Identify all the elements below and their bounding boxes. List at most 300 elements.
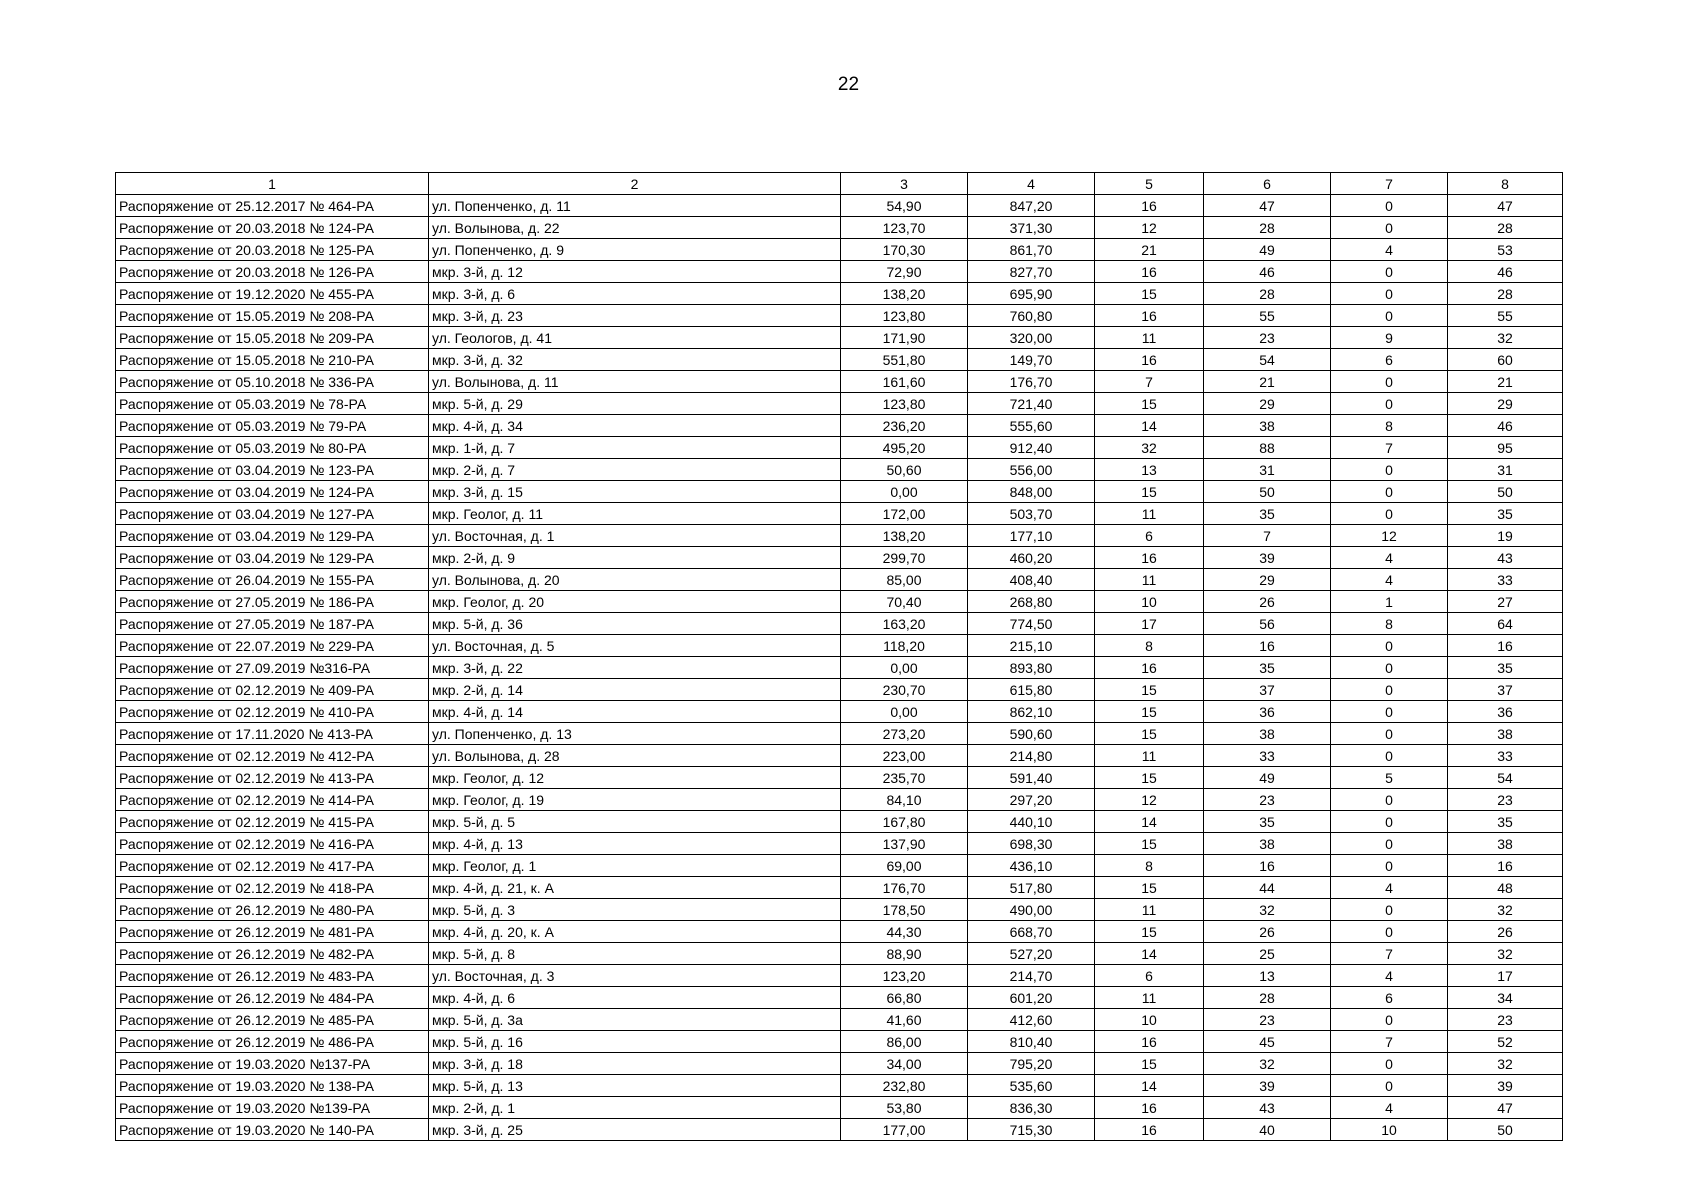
table-cell: 32 bbox=[1204, 899, 1331, 921]
table-cell: 15 bbox=[1095, 921, 1204, 943]
table-cell: Распоряжение от 02.12.2019 № 416-РА bbox=[116, 833, 429, 855]
table-cell: 177,10 bbox=[968, 525, 1095, 547]
table-cell: 0,00 bbox=[841, 481, 968, 503]
column-header: 3 bbox=[841, 173, 968, 195]
table-cell: 0 bbox=[1331, 635, 1448, 657]
table-cell: ул. Попенченко, д. 13 bbox=[429, 723, 841, 745]
table-cell: 38 bbox=[1204, 415, 1331, 437]
table-cell: Распоряжение от 02.12.2019 № 412-РА bbox=[116, 745, 429, 767]
table-cell: 64 bbox=[1448, 613, 1563, 635]
table-cell: Распоряжение от 20.03.2018 № 126-РА bbox=[116, 261, 429, 283]
table-cell: 11 bbox=[1095, 327, 1204, 349]
table-cell: 14 bbox=[1095, 943, 1204, 965]
table-cell: 167,80 bbox=[841, 811, 968, 833]
table-cell: мкр. Геолог, д. 12 bbox=[429, 767, 841, 789]
table-cell: ул. Волынова, д. 20 bbox=[429, 569, 841, 591]
table-cell: 32 bbox=[1204, 1053, 1331, 1075]
table-row bbox=[116, 635, 1563, 657]
table-cell: 0 bbox=[1331, 305, 1448, 327]
table-row bbox=[116, 547, 1563, 569]
table-cell: 32 bbox=[1448, 327, 1563, 349]
table-cell: 7 bbox=[1331, 943, 1448, 965]
table-cell: 39 bbox=[1204, 1075, 1331, 1097]
table-cell: 34 bbox=[1448, 987, 1563, 1009]
table-cell: 12 bbox=[1095, 789, 1204, 811]
table-cell: 33 bbox=[1448, 569, 1563, 591]
table-cell: ул. Попенченко, д. 9 bbox=[429, 239, 841, 261]
table-cell: 11 bbox=[1095, 745, 1204, 767]
table-cell: 31 bbox=[1448, 459, 1563, 481]
table-cell: 695,90 bbox=[968, 283, 1095, 305]
table-cell: Распоряжение от 27.05.2019 № 187-РА bbox=[116, 613, 429, 635]
table-cell: 517,80 bbox=[968, 877, 1095, 899]
table-cell: 31 bbox=[1204, 459, 1331, 481]
table-cell: ул. Волынова, д. 28 bbox=[429, 745, 841, 767]
table-cell: 15 bbox=[1095, 701, 1204, 723]
table-cell: мкр. 3-й, д. 25 bbox=[429, 1119, 841, 1141]
table-row bbox=[116, 437, 1563, 459]
table-cell: 14 bbox=[1095, 415, 1204, 437]
table-cell: 35 bbox=[1204, 503, 1331, 525]
table-row bbox=[116, 943, 1563, 965]
table-cell: 55 bbox=[1448, 305, 1563, 327]
table-cell: мкр. Геолог, д. 1 bbox=[429, 855, 841, 877]
table-cell: Распоряжение от 05.03.2019 № 80-РА bbox=[116, 437, 429, 459]
table-cell: 0 bbox=[1331, 481, 1448, 503]
table-cell: 440,10 bbox=[968, 811, 1095, 833]
table-cell: мкр. 4-й, д. 21, к. А bbox=[429, 877, 841, 899]
table-cell: мкр. Геолог, д. 19 bbox=[429, 789, 841, 811]
table-cell: 55 bbox=[1204, 305, 1331, 327]
table-cell: 5 bbox=[1331, 767, 1448, 789]
table-cell: мкр. 4-й, д. 6 bbox=[429, 987, 841, 1009]
table-cell: 19 bbox=[1448, 525, 1563, 547]
table-cell: 615,80 bbox=[968, 679, 1095, 701]
table-row bbox=[116, 965, 1563, 987]
table-cell: 16 bbox=[1095, 195, 1204, 217]
table-row bbox=[116, 1031, 1563, 1053]
table-cell: 45 bbox=[1204, 1031, 1331, 1053]
table-header bbox=[116, 173, 1563, 195]
table-row bbox=[116, 525, 1563, 547]
table-cell: 16 bbox=[1095, 657, 1204, 679]
table-cell: 862,10 bbox=[968, 701, 1095, 723]
table-cell: Распоряжение от 02.12.2019 № 418-РА bbox=[116, 877, 429, 899]
table-cell: 15 bbox=[1095, 1053, 1204, 1075]
table-cell: 774,50 bbox=[968, 613, 1095, 635]
table-cell: мкр. 3-й, д. 6 bbox=[429, 283, 841, 305]
table-cell: 49 bbox=[1204, 767, 1331, 789]
column-header: 2 bbox=[429, 173, 841, 195]
table-cell: 13 bbox=[1204, 965, 1331, 987]
table-cell: 4 bbox=[1331, 965, 1448, 987]
table-cell: Распоряжение от 27.09.2019 №316-РА bbox=[116, 657, 429, 679]
table-cell: 50 bbox=[1448, 481, 1563, 503]
table-cell: 6 bbox=[1331, 349, 1448, 371]
table-cell: 460,20 bbox=[968, 547, 1095, 569]
table-cell: 88,90 bbox=[841, 943, 968, 965]
table-cell: Распоряжение от 26.12.2019 № 480-РА bbox=[116, 899, 429, 921]
table-cell: 177,00 bbox=[841, 1119, 968, 1141]
table-cell: Распоряжение от 02.12.2019 № 409-РА bbox=[116, 679, 429, 701]
table-cell: 36 bbox=[1448, 701, 1563, 723]
table-cell: 15 bbox=[1095, 283, 1204, 305]
table-cell: 41,60 bbox=[841, 1009, 968, 1031]
table-row bbox=[116, 921, 1563, 943]
table-cell: мкр. Геолог, д. 20 bbox=[429, 591, 841, 613]
table-cell: 35 bbox=[1448, 657, 1563, 679]
table-cell: 848,00 bbox=[968, 481, 1095, 503]
table-cell: 215,10 bbox=[968, 635, 1095, 657]
table-cell: Распоряжение от 20.03.2018 № 125-РА bbox=[116, 239, 429, 261]
table-cell: 15 bbox=[1095, 767, 1204, 789]
table-cell: 795,20 bbox=[968, 1053, 1095, 1075]
table-cell: 72,90 bbox=[841, 261, 968, 283]
table-cell: 721,40 bbox=[968, 393, 1095, 415]
table-cell: 27 bbox=[1448, 591, 1563, 613]
table-cell: 29 bbox=[1204, 569, 1331, 591]
table-cell: мкр. 5-й, д. 8 bbox=[429, 943, 841, 965]
table-cell: 46 bbox=[1448, 261, 1563, 283]
table-cell: 6 bbox=[1095, 525, 1204, 547]
table-cell: 47 bbox=[1448, 1097, 1563, 1119]
table-cell: 535,60 bbox=[968, 1075, 1095, 1097]
table-cell: 50 bbox=[1204, 481, 1331, 503]
table-cell: 0 bbox=[1331, 899, 1448, 921]
table-cell: 16 bbox=[1095, 305, 1204, 327]
table-cell: 37 bbox=[1204, 679, 1331, 701]
table-cell: 38 bbox=[1448, 723, 1563, 745]
table-row bbox=[116, 657, 1563, 679]
table-row bbox=[116, 591, 1563, 613]
table-cell: 176,70 bbox=[968, 371, 1095, 393]
table-cell: 138,20 bbox=[841, 283, 968, 305]
table-cell: 26 bbox=[1204, 591, 1331, 613]
table-cell: 0 bbox=[1331, 723, 1448, 745]
table-cell: Распоряжение от 05.03.2019 № 78-РА bbox=[116, 393, 429, 415]
table-row bbox=[116, 613, 1563, 635]
table-row bbox=[116, 393, 1563, 415]
table-cell: 123,80 bbox=[841, 393, 968, 415]
table-cell: 118,20 bbox=[841, 635, 968, 657]
table-cell: 36 bbox=[1204, 701, 1331, 723]
table-cell: мкр. Геолог, д. 11 bbox=[429, 503, 841, 525]
table-cell: 47 bbox=[1448, 195, 1563, 217]
table-row bbox=[116, 283, 1563, 305]
table-cell: 551,80 bbox=[841, 349, 968, 371]
table-cell: 53,80 bbox=[841, 1097, 968, 1119]
table-cell: 236,20 bbox=[841, 415, 968, 437]
table-row bbox=[116, 327, 1563, 349]
table-cell: 17 bbox=[1448, 965, 1563, 987]
table-cell: 0 bbox=[1331, 657, 1448, 679]
table-cell: мкр. 2-й, д. 1 bbox=[429, 1097, 841, 1119]
table-cell: 555,60 bbox=[968, 415, 1095, 437]
table-cell: 7 bbox=[1095, 371, 1204, 393]
table-cell: Распоряжение от 19.03.2020 № 138-РА bbox=[116, 1075, 429, 1097]
table-cell: 86,00 bbox=[841, 1031, 968, 1053]
table-cell: 495,20 bbox=[841, 437, 968, 459]
table-cell: Распоряжение от 15.05.2018 № 209-РА bbox=[116, 327, 429, 349]
table-cell: 16 bbox=[1095, 1119, 1204, 1141]
table-cell: 268,80 bbox=[968, 591, 1095, 613]
table-cell: 847,20 bbox=[968, 195, 1095, 217]
table-row bbox=[116, 1009, 1563, 1031]
table-cell: 172,00 bbox=[841, 503, 968, 525]
table-cell: Распоряжение от 26.12.2019 № 484-РА bbox=[116, 987, 429, 1009]
table-row bbox=[116, 701, 1563, 723]
column-header: 5 bbox=[1095, 173, 1204, 195]
table-cell: 26 bbox=[1204, 921, 1331, 943]
table-cell: 0 bbox=[1331, 833, 1448, 855]
table-cell: 4 bbox=[1331, 569, 1448, 591]
table-cell: 43 bbox=[1204, 1097, 1331, 1119]
table-row bbox=[116, 1097, 1563, 1119]
table-cell: мкр. 5-й, д. 3 bbox=[429, 899, 841, 921]
table-cell: Распоряжение от 03.04.2019 № 124-РА bbox=[116, 481, 429, 503]
table-cell: 893,80 bbox=[968, 657, 1095, 679]
table-cell: мкр. 3-й, д. 18 bbox=[429, 1053, 841, 1075]
table-row bbox=[116, 239, 1563, 261]
table-cell: 15 bbox=[1095, 723, 1204, 745]
table-cell: 15 bbox=[1095, 877, 1204, 899]
table-cell: 32 bbox=[1448, 899, 1563, 921]
table-cell: мкр. 5-й, д. 29 bbox=[429, 393, 841, 415]
table-cell: 46 bbox=[1204, 261, 1331, 283]
table-cell: 214,70 bbox=[968, 965, 1095, 987]
table-cell: 10 bbox=[1331, 1119, 1448, 1141]
table-cell: 490,00 bbox=[968, 899, 1095, 921]
table-cell: 161,60 bbox=[841, 371, 968, 393]
table-cell: 52 bbox=[1448, 1031, 1563, 1053]
table-cell: 35 bbox=[1448, 503, 1563, 525]
table-cell: 16 bbox=[1448, 855, 1563, 877]
table-cell: 4 bbox=[1331, 547, 1448, 569]
table-cell: мкр. 4-й, д. 20, к. А bbox=[429, 921, 841, 943]
table-cell: 0 bbox=[1331, 283, 1448, 305]
table-cell: 0 bbox=[1331, 371, 1448, 393]
table-cell: 66,80 bbox=[841, 987, 968, 1009]
table-cell: 34,00 bbox=[841, 1053, 968, 1075]
table-body bbox=[116, 195, 1563, 1141]
table-cell: 601,20 bbox=[968, 987, 1095, 1009]
table-cell: 137,90 bbox=[841, 833, 968, 855]
table-cell: 163,20 bbox=[841, 613, 968, 635]
table-cell: 54 bbox=[1448, 767, 1563, 789]
table-cell: 60 bbox=[1448, 349, 1563, 371]
page-number: 22 bbox=[837, 74, 860, 95]
table-cell: 28 bbox=[1204, 217, 1331, 239]
table-cell: 176,70 bbox=[841, 877, 968, 899]
table-cell: 38 bbox=[1204, 723, 1331, 745]
table-cell: 836,30 bbox=[968, 1097, 1095, 1119]
table-cell: 16 bbox=[1095, 349, 1204, 371]
table-cell: 69,00 bbox=[841, 855, 968, 877]
table-cell: мкр. 3-й, д. 15 bbox=[429, 481, 841, 503]
table-cell: мкр. 3-й, д. 32 bbox=[429, 349, 841, 371]
table-cell: 590,60 bbox=[968, 723, 1095, 745]
table-cell: 11 bbox=[1095, 987, 1204, 1009]
table-cell: 8 bbox=[1095, 635, 1204, 657]
table-cell: Распоряжение от 02.12.2019 № 417-РА bbox=[116, 855, 429, 877]
table-cell: Распоряжение от 26.04.2019 № 155-РА bbox=[116, 569, 429, 591]
table-row bbox=[116, 855, 1563, 877]
table-cell: 39 bbox=[1448, 1075, 1563, 1097]
table-cell: мкр. 3-й, д. 23 bbox=[429, 305, 841, 327]
table-cell: Распоряжение от 27.05.2019 № 186-РА bbox=[116, 591, 429, 613]
table-cell: 37 bbox=[1448, 679, 1563, 701]
table-cell: 171,90 bbox=[841, 327, 968, 349]
table-row bbox=[116, 679, 1563, 701]
table-cell: 13 bbox=[1095, 459, 1204, 481]
table-cell: ул. Геологов, д. 41 bbox=[429, 327, 841, 349]
table-cell: 23 bbox=[1204, 327, 1331, 349]
table-cell: 178,50 bbox=[841, 899, 968, 921]
table-cell: 4 bbox=[1331, 877, 1448, 899]
table-cell: 32 bbox=[1095, 437, 1204, 459]
table-row bbox=[116, 1053, 1563, 1075]
table-cell: мкр. 3-й, д. 22 bbox=[429, 657, 841, 679]
table-cell: 54 bbox=[1204, 349, 1331, 371]
table-cell: Распоряжение от 17.11.2020 № 413-РА bbox=[116, 723, 429, 745]
table-cell: 33 bbox=[1448, 745, 1563, 767]
table-cell: 138,20 bbox=[841, 525, 968, 547]
table-cell: 15 bbox=[1095, 679, 1204, 701]
table-cell: 25 bbox=[1204, 943, 1331, 965]
table-cell: 14 bbox=[1095, 811, 1204, 833]
table-cell: 12 bbox=[1331, 525, 1448, 547]
table-cell: 0 bbox=[1331, 261, 1448, 283]
table-cell: 408,40 bbox=[968, 569, 1095, 591]
table-cell: Распоряжение от 26.12.2019 № 485-РА bbox=[116, 1009, 429, 1031]
table-cell: 827,70 bbox=[968, 261, 1095, 283]
table-cell: 297,20 bbox=[968, 789, 1095, 811]
table-row bbox=[116, 899, 1563, 921]
table-cell: 170,30 bbox=[841, 239, 968, 261]
table-cell: Распоряжение от 02.12.2019 № 415-РА bbox=[116, 811, 429, 833]
table-cell: 15 bbox=[1095, 833, 1204, 855]
table-cell: 28 bbox=[1204, 987, 1331, 1009]
table-cell: 16 bbox=[1204, 635, 1331, 657]
table-cell: мкр. 4-й, д. 34 bbox=[429, 415, 841, 437]
table-cell: 556,00 bbox=[968, 459, 1095, 481]
data-table bbox=[115, 172, 1563, 1141]
table-cell: мкр. 5-й, д. 13 bbox=[429, 1075, 841, 1097]
table-cell: 8 bbox=[1331, 415, 1448, 437]
table-cell: 0,00 bbox=[841, 657, 968, 679]
table-cell: Распоряжение от 19.03.2020 №139-РА bbox=[116, 1097, 429, 1119]
table-cell: 38 bbox=[1448, 833, 1563, 855]
table-cell: 14 bbox=[1095, 1075, 1204, 1097]
table-cell: 35 bbox=[1448, 811, 1563, 833]
table-cell: 0 bbox=[1331, 195, 1448, 217]
table-cell: 0 bbox=[1331, 855, 1448, 877]
table-cell: 230,70 bbox=[841, 679, 968, 701]
table-cell: 44 bbox=[1204, 877, 1331, 899]
table-cell: 39 bbox=[1204, 547, 1331, 569]
table-cell: ул. Восточная, д. 1 bbox=[429, 525, 841, 547]
table-cell: 26 bbox=[1448, 921, 1563, 943]
table-row bbox=[116, 305, 1563, 327]
table-row bbox=[116, 371, 1563, 393]
table-cell: Распоряжение от 15.05.2019 № 208-РА bbox=[116, 305, 429, 327]
table-cell: 16 bbox=[1095, 547, 1204, 569]
table-cell: 95 bbox=[1448, 437, 1563, 459]
table-cell: 235,70 bbox=[841, 767, 968, 789]
table-cell: 54,90 bbox=[841, 195, 968, 217]
table-row bbox=[116, 767, 1563, 789]
table-cell: 123,70 bbox=[841, 217, 968, 239]
table-cell: Распоряжение от 20.03.2018 № 124-РА bbox=[116, 217, 429, 239]
table-cell: 46 bbox=[1448, 415, 1563, 437]
table-cell: 0 bbox=[1331, 811, 1448, 833]
column-header: 4 bbox=[968, 173, 1095, 195]
table-cell: 29 bbox=[1448, 393, 1563, 415]
table-cell: Распоряжение от 26.12.2019 № 483-РА bbox=[116, 965, 429, 987]
table-cell: 861,70 bbox=[968, 239, 1095, 261]
table-cell: Распоряжение от 02.12.2019 № 414-РА bbox=[116, 789, 429, 811]
table-cell: ул. Волынова, д. 11 bbox=[429, 371, 841, 393]
table-cell: 29 bbox=[1204, 393, 1331, 415]
table-row bbox=[116, 481, 1563, 503]
table-cell: Распоряжение от 25.12.2017 № 464-РА bbox=[116, 195, 429, 217]
table-cell: 33 bbox=[1204, 745, 1331, 767]
table-cell: 11 bbox=[1095, 899, 1204, 921]
table-cell: 412,60 bbox=[968, 1009, 1095, 1031]
table-cell: 32 bbox=[1448, 1053, 1563, 1075]
table-row bbox=[116, 833, 1563, 855]
table-cell: 591,40 bbox=[968, 767, 1095, 789]
table-cell: 17 bbox=[1095, 613, 1204, 635]
table-cell: Распоряжение от 02.12.2019 № 413-РА bbox=[116, 767, 429, 789]
table-cell: Распоряжение от 22.07.2019 № 229-РА bbox=[116, 635, 429, 657]
table-cell: 12 bbox=[1095, 217, 1204, 239]
table-cell: 6 bbox=[1331, 987, 1448, 1009]
table-cell: 16 bbox=[1448, 635, 1563, 657]
table-cell: 0 bbox=[1331, 789, 1448, 811]
table-cell: 0 bbox=[1331, 679, 1448, 701]
table-cell: 7 bbox=[1204, 525, 1331, 547]
table-cell: 44,30 bbox=[841, 921, 968, 943]
table-cell: 43 bbox=[1448, 547, 1563, 569]
table-cell: 149,70 bbox=[968, 349, 1095, 371]
table-cell: 21 bbox=[1448, 371, 1563, 393]
table-cell: 23 bbox=[1448, 1009, 1563, 1031]
table-cell: 0 bbox=[1331, 701, 1448, 723]
table-cell: 40 bbox=[1204, 1119, 1331, 1141]
table-cell: 0 bbox=[1331, 217, 1448, 239]
table-cell: Распоряжение от 03.04.2019 № 129-РА bbox=[116, 525, 429, 547]
table-row bbox=[116, 569, 1563, 591]
table-cell: 50 bbox=[1448, 1119, 1563, 1141]
table-cell: 56 bbox=[1204, 613, 1331, 635]
table-row bbox=[116, 1075, 1563, 1097]
table-cell: Распоряжение от 03.04.2019 № 129-РА bbox=[116, 547, 429, 569]
table-cell: 715,30 bbox=[968, 1119, 1095, 1141]
table-cell: 21 bbox=[1204, 371, 1331, 393]
table-cell: 299,70 bbox=[841, 547, 968, 569]
table-cell: 38 bbox=[1204, 833, 1331, 855]
table-cell: 912,40 bbox=[968, 437, 1095, 459]
table-cell: 0 bbox=[1331, 1053, 1448, 1075]
table-cell: 23 bbox=[1204, 789, 1331, 811]
table-cell: 223,00 bbox=[841, 745, 968, 767]
table-cell: 7 bbox=[1331, 1031, 1448, 1053]
table-cell: 35 bbox=[1204, 657, 1331, 679]
table-row bbox=[116, 349, 1563, 371]
table-cell: 16 bbox=[1204, 855, 1331, 877]
table-cell: мкр. 2-й, д. 9 bbox=[429, 547, 841, 569]
